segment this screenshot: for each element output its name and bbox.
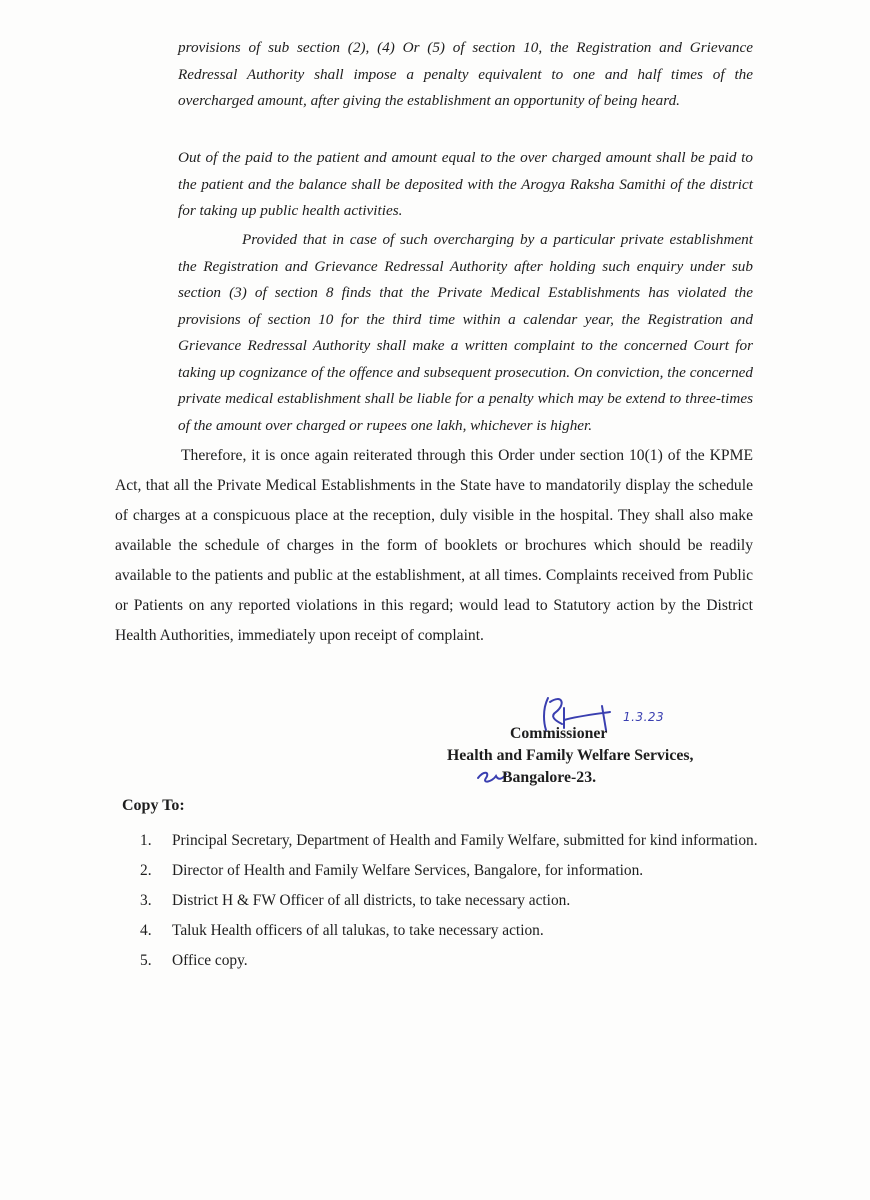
list-item-text: District H & FW Officer of all districts, to take necessary action. <box>172 892 571 909</box>
signature-date: 1.3.23 <box>623 710 665 724</box>
proviso-paragraph: Provided that in case of such overcharging by a particular private establishment the Registration and Grievance Redressal Authority after holding such enquiry under sub section (3) of section 8 finds that the Private Medical Establishments has violated the provisions of section 10 for the third time within a calendar year, the Registration and Grievance Redressal Authority shall make a written complaint to the concerned Court for taking up cognizance of the offence and subsequent prosecution. On conviction, the concerned private medical establishment shall be liable for a penalty which may be extend to three-times of the amount over charged or rupees one lakh, whichever is higher. <box>178 231 753 434</box>
list-item-text: Taluk Health officers of all talukas, to take necessary action. <box>172 922 544 939</box>
list-item <box>140 827 760 855</box>
list-item <box>140 947 760 975</box>
list-item-number: 1. <box>140 832 152 849</box>
list-item <box>140 887 760 915</box>
list-item-number: 3. <box>140 892 152 909</box>
list-item <box>140 857 760 885</box>
list-item-text: Director of Health and Family Welfare Services, Bangalore, for information. <box>172 862 644 879</box>
list-item-number: 5. <box>140 952 152 969</box>
refund-paragraph: Out of the paid to the patient and amount equal to the over charged amount shall be paid to the patient and the balance shall be deposited with the Arogya Raksha Samithi of the district for taking up public health activities. <box>178 149 753 219</box>
copy-to-list <box>140 827 760 977</box>
list-item-number: 2. <box>140 862 152 879</box>
list-item-text: Office copy. <box>172 952 248 969</box>
copy-to-heading: Copy To: <box>122 797 185 814</box>
signatory-department: Health and Family Welfare Services, <box>447 747 694 764</box>
list-item <box>140 917 760 945</box>
order-paragraph: Therefore, it is once again reiterated through this Order under section 10(1) of the KPME Act, that all the Private Medical Establishments in the State have to mandatorily display the schedule of charges at a conspicuous place at the reception, duly visible in the hospital. They shall also make available the schedule of charges in the form of booklets or brochures which should be readily available to the patients and public at the establishment, at all times. Complaints received from Public or Patients on any reported violations in this regard; would lead to Statutory action by the District Health Authorities, immediately upon receipt of complaint. <box>115 447 753 644</box>
signatory-title: Commissioner <box>510 725 608 742</box>
penalty-provision-paragraph: provisions of sub section (2), (4) Or (5) of section 10, the Registration and Grievance Redressal Authority shall impose a penalty equivalent to one and half times of the overcharged amount, after giving the establishment an opportunity of being heard. <box>178 39 753 109</box>
list-item-number: 4. <box>140 922 152 939</box>
list-item-text: Principal Secretary, Department of Health and Family Welfare, submitted for kind information. <box>172 832 758 849</box>
signatory-city: Bangalore-23. <box>502 769 597 786</box>
